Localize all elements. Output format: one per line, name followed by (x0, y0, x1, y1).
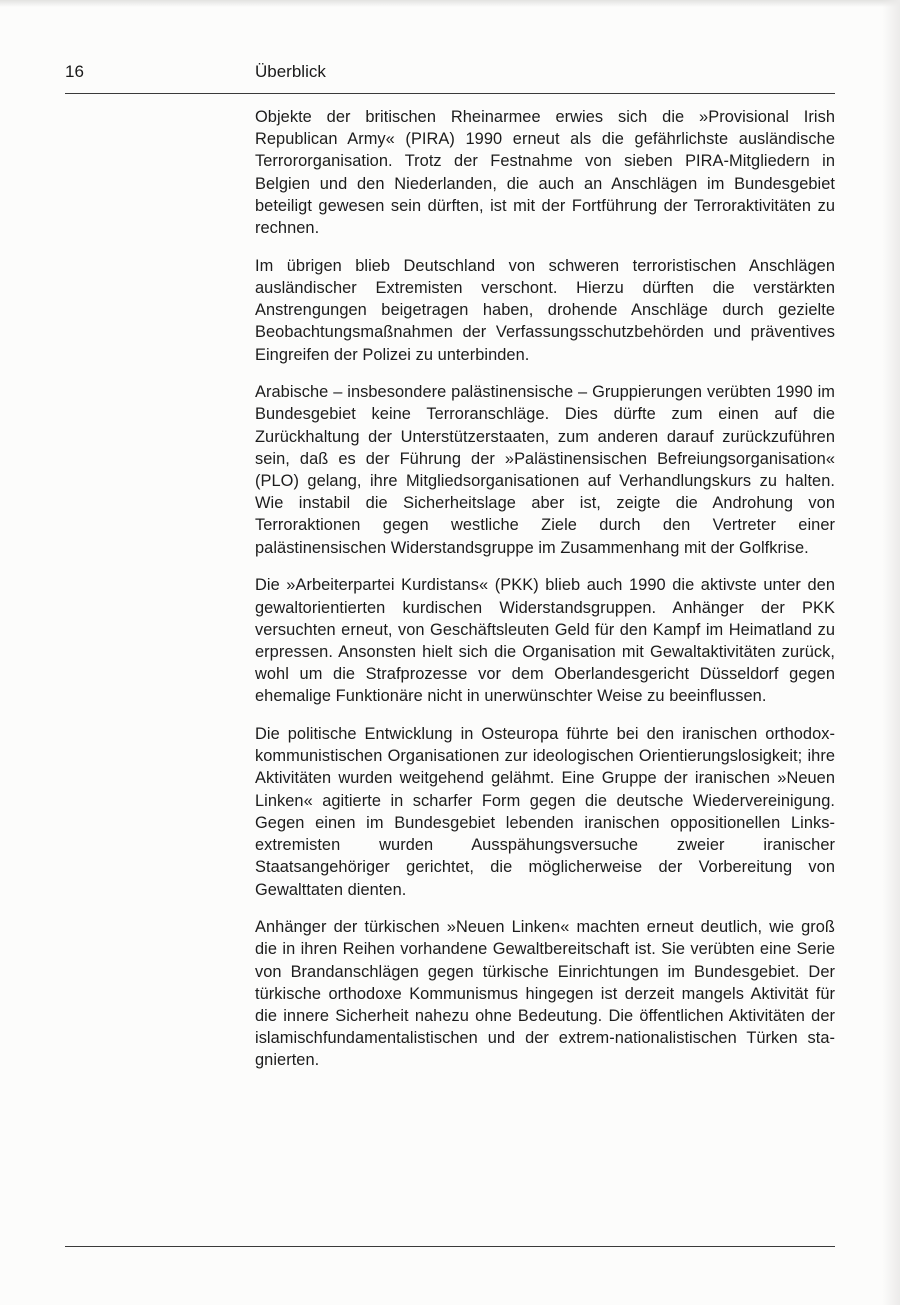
paragraph: Die »Arbeiterpartei Kurdistans« (PKK) blieb auch 1990 die aktivste unter den gewaltorientierten kurdischen Widerstandsgruppen. Anhänger der PKK versuchten erneut, von Geschäftsleuten Geld für den Kampf im Heimatland zu erpressen. Ansonsten hielt sich die Organisation mit Gewaltaktivitäten zurück, wohl um die Strafprozesse vor dem Oberlandesgericht Düsseldorf gegen ehemalige Funktionäre nicht in unerwünschter Weise zu beeinflussen. (255, 576, 835, 706)
paragraph: Im übrigen blieb Deutschland von schweren terroristischen Anschlägen ausländischer Extremisten verschont. Hierzu dürften die verstärkten Anstrengungen beigetragen haben, drohende Anschläge durch gezielte Beobachtungsmaßnahmen der Verfassungsschutzbehörden und präventives Eingreifen der Polizei zu unterbinden. (255, 256, 835, 364)
paragraph: Anhänger der türkischen »Neuen Linken« machten erneut deutlich, wie groß die in ihren Reihen vorhandene Gewaltbereitschaft ist. Sie verübten eine Serie von Brandanschlägen gegen türkische Einrichtungen im Bundesgebiet. Der türkische orthodoxe Kommunismus hingegen ist derzeit mangels Aktivität für die innere Sicherheit nahezu ohne Bedeutung. Die öffentlichen Aktivitäten der islamischfundamentalistischen und der extrem-nationalistischen Türken stagnierten. (255, 918, 835, 1070)
footer-rule (65, 1246, 835, 1247)
page-header (65, 62, 835, 88)
paragraph: Objekte der britischen Rheinarmee erwies sich die »Provisional Irish Republican Army« (PIRA) 1990 erneut als die gefährlichste ausländische Terrororganisation. Trotz der Festnahme von sieben PIRA-Mitgliedern in Belgien und den Niederlanden, die auch an Anschlägen im Bundesgebiet beteiligt gewesen sein dürften, ist mit der Fortführung der Terroraktivitäten zu rechnen. (255, 108, 835, 238)
header-rule (65, 93, 835, 94)
scan-shadow-top (0, 0, 900, 7)
running-title: Überblick (255, 62, 326, 81)
scan-shadow-right (882, 0, 900, 1305)
body-text (255, 106, 835, 1087)
paragraph: Die politische Entwicklung in Osteuropa führte bei den iranischen orthodox-kommunistischen Organisationen zur ideologischen Orientierungslosigkeit; ihre Aktivitäten wurden weitgehend gelähmt. Eine Gruppe der iranischen »Neuen Linken« agitierte in scharfer Form gegen die deutsche Wiedervereinigung. Gegen einen im Bundesgebiet lebenden iranischen oppositionellen Linksextremisten wurden Ausspähungsversuche zweier iranischer Staatsangehöriger gerichtet, die möglicherweise der Vorbereitung von Gewalttaten dienten. (255, 725, 835, 899)
paragraph: Arabische – insbesondere palästinensische – Gruppierungen verübten 1990 im Bundesgebiet keine Terroranschläge. Dies dürfte zum einen auf die Zurückhaltung der Unterstützerstaaten, zum anderen darauf zurückzuführen sein, daß es der Führung der »Palästinensischen Befreiungsorganisation« (PLO) gelang, ihre Mitgliedsorganisationen auf Verhandlungskurs zu halten. Wie instabil die Sicherheitslage aber ist, zeigte die Androhung von Terroraktionen gegen westliche Ziele durch den Vertreter einer palästinensischen Widerstandsgruppe im Zusammenhang mit der Golfkrise. (255, 383, 835, 557)
page-number: 16 (65, 62, 84, 81)
